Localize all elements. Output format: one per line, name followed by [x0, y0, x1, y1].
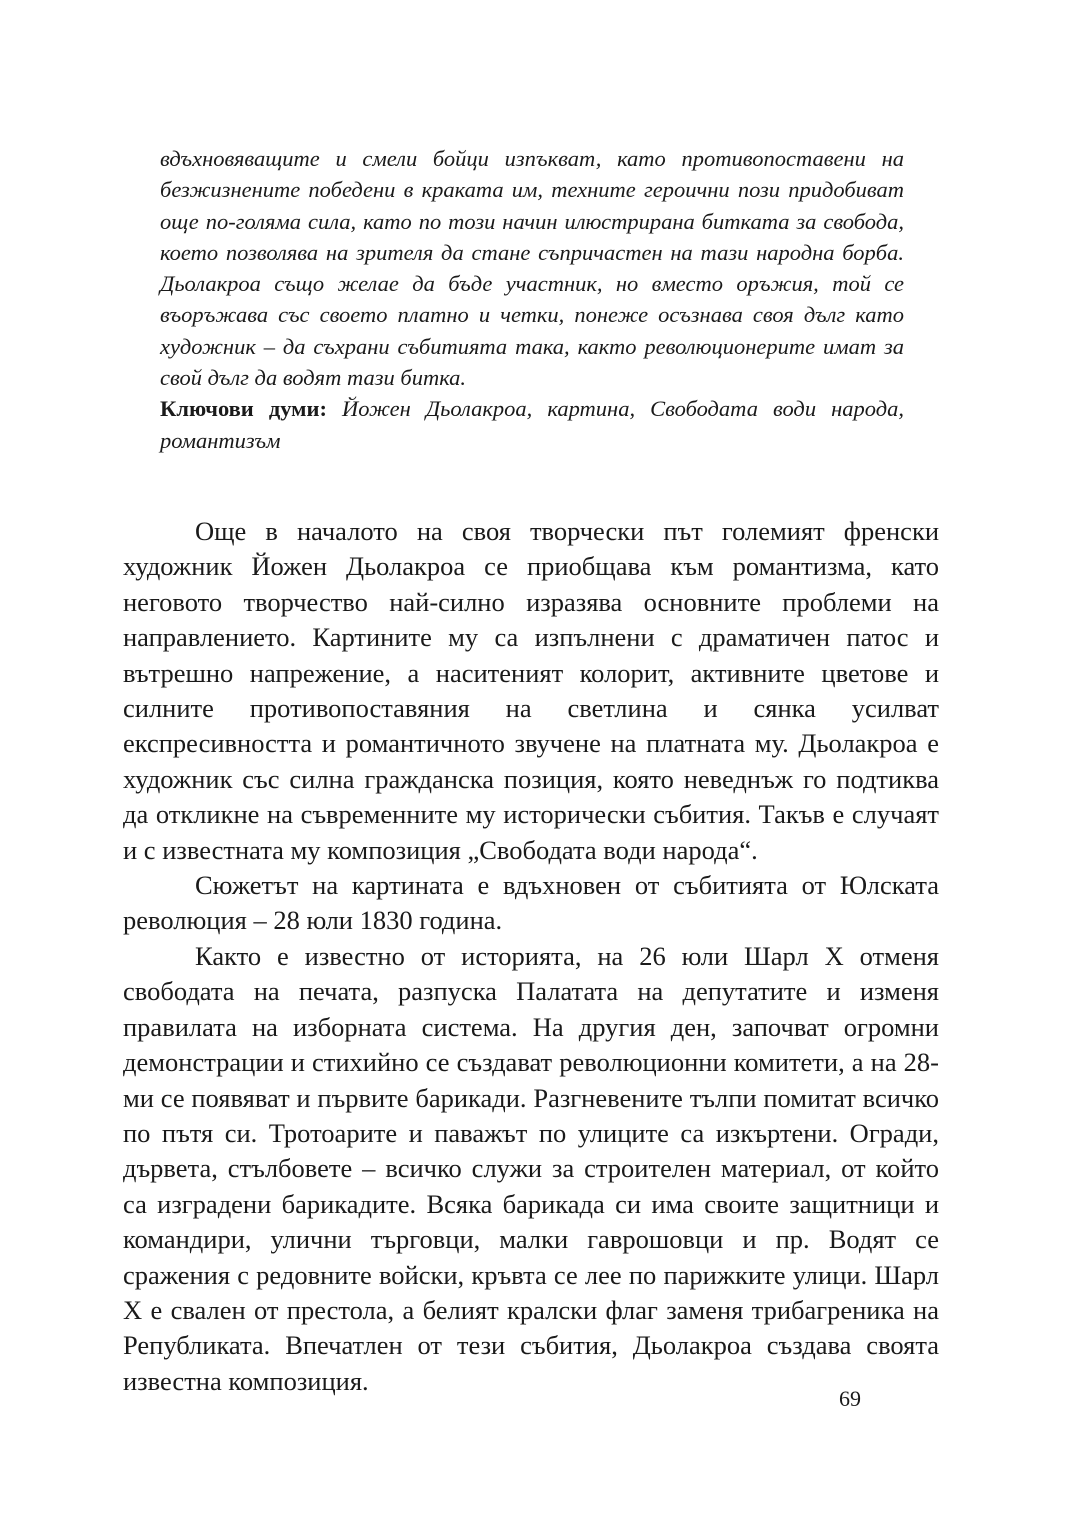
paragraph: Сюжетът на картината е вдъхновен от събитията от Юлската революция – 28 юли 1830 година.	[123, 870, 939, 936]
abstract-block	[160, 143, 904, 456]
paragraph: Както е известно от историята, на 26 юли Шарл Х отменя свободата на печата, разпуска Палатата на депутатите и изменя правилата на изборната система. На другия ден, започват огромни демонстрации и стихийно се създават революционни комитети, а на 28-ми се появяват и първите барикади. Разгневените тълпи помитат всичко по пътя си. Тротоарите и паважът по улиците са изкъртени. Огради, дървета, стълбовете – всичко служи за строителен материал, от който са изградени барикадите. Всяка барикада си има своите защитници и командири, улични търговци, малки гаврошовци и пр. Водят се сражения с редовните войски, кръвта се лее по парижките улици. Шарл Х е свален от престола, а белият кралски флаг заменя трибагреника на Републиката. Впечатлен от тези събития, Дьолакроа създава своята известна композиция.	[123, 940, 939, 1396]
abstract-text: вдъхновяващите и смели бойци изпъкват, като противопоставени на безжизнените победени в краката им, техните героични пози придобиват още по-голяма сила, като по този начин илюстрирана битката за свобода, което позволява на зрителя да стане съпричастен на тази народна борба. Дьолакроа също желае да бъде участник, но вместо оръжия, той се въоръжава със своето платно и четки, понеже осъзнава своя дълг като художник – да съхрани събитията така, както революционерите имат за свой дълг да водят тази битка.	[160, 146, 904, 391]
body-text	[123, 514, 939, 1399]
keywords-label: Ключови думи:	[160, 396, 327, 422]
keywords-text: Йожен Дьолакроа, картина, Свободата води народа, романтизъм	[160, 396, 905, 453]
keywords-line	[160, 393, 904, 456]
page-number: 69	[839, 1386, 861, 1411]
paragraph: Още в началото на своя творчески път големият френски художник Йожен Дьолакроа се приобщава към романтизма, като неговото творчество най-силно изразява основните проблеми на направлението. Картините му са изпълнени с драматичен патос и вътрешно напрежение, а наситеният колорит, активните цветове и силните противопоставяния на светлина и сянка усилват експресивността и романтичното звучене на платната му. Дьолакроа е художник със силна гражданска позиция, която неведнъж го подтиква да откликне на съвременните му исторически събития. Такъв е случаят и с известната му композиция „Свободата води народа“.	[123, 516, 939, 865]
